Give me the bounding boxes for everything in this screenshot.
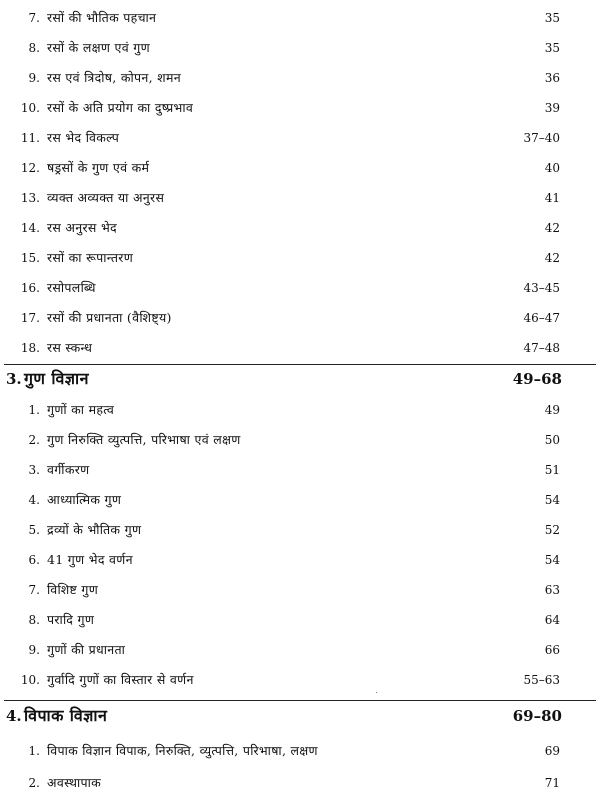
toc-entry [0,739,600,763]
toc-entry [0,518,600,542]
toc-entry [0,771,600,795]
entry-pages: 55–63 [523,673,560,687]
toc-entry [0,578,600,602]
toc-entry [0,216,600,240]
section-number: 4. [6,707,22,725]
entry-title: रसों के अति प्रयोग का दुष्प्रभाव [47,100,194,115]
entry-pages: 49 [544,403,560,417]
entry-pages: 37–40 [523,131,560,145]
entry-pages: 41 [544,191,560,205]
entry-title: आध्यात्मिक गुण [47,492,122,507]
entry-pages: 42 [544,221,560,235]
toc-entry [0,548,600,572]
entry-pages: 71 [544,776,560,790]
entry-pages: 54 [544,553,560,567]
entry-number: 15. [20,251,40,265]
entry-title: व्यक्त अव्यक्त या अनुरस [47,190,165,205]
entry-title: रसों के लक्षण एवं गुण [47,40,150,55]
toc-entry [0,608,600,632]
entry-title: रस स्कन्ध [47,340,93,355]
entry-pages: 52 [544,523,560,537]
entry-number: 1. [28,744,40,758]
entry-number: 9. [28,643,40,657]
entry-number: 12. [20,161,40,175]
toc-entry [0,36,600,60]
entry-pages: 50 [544,433,560,447]
entry-number: 9. [28,71,40,85]
entry-pages: 47–48 [523,341,560,355]
entry-pages: 40 [544,161,560,175]
entry-pages: 51 [544,463,560,477]
entry-title: विशिष्ट गुण [47,582,99,597]
entry-title: गुणों की प्रधानता [47,642,126,657]
toc-entry [0,488,600,512]
entry-title: गुर्वादि गुणों का विस्तार से वर्णन [47,672,194,687]
entry-number: 17. [20,311,40,325]
entry-number: 7. [28,583,40,597]
toc-entry [0,66,600,90]
entry-number: 18. [20,341,40,355]
section-title: विपाक विज्ञान [24,706,108,725]
entry-pages: 43–45 [523,281,560,295]
section-pages: 49–68 [512,370,562,388]
entry-title: द्रव्यों के भौतिक गुण [47,522,142,537]
section-heading [0,703,600,729]
section-rule [4,364,596,365]
entry-number: 5. [28,523,40,537]
entry-number: 13. [20,191,40,205]
entry-title: रस अनुरस भेद [47,220,117,235]
entry-number: 7. [28,11,40,25]
entry-number: 16. [20,281,40,295]
entry-number: 4. [28,493,40,507]
toc-entry [0,6,600,30]
toc-entry [0,186,600,210]
entry-title: परादि गुण [47,612,95,627]
entry-number: 8. [28,613,40,627]
entry-pages: 46–47 [523,311,560,325]
entry-pages: 66 [544,643,560,657]
toc-entry [0,156,600,180]
entry-pages: 35 [544,11,560,25]
toc-entry [0,306,600,330]
entry-title: विपाक विज्ञान विपाक, निरुक्ति, व्युत्पत्ति, परिभाषा, लक्षण [47,743,318,758]
entry-number: 10. [20,673,40,687]
entry-number: 2. [28,433,40,447]
entry-title: 41 गुण भेद वर्णन [47,552,133,567]
entry-pages: 54 [544,493,560,507]
entry-number: 6. [28,553,40,567]
entry-number: 11. [20,131,40,145]
print-speck [376,692,377,693]
entry-number: 14. [20,221,40,235]
toc-entry [0,336,600,360]
entry-number: 2. [28,776,40,790]
toc-entry [0,246,600,270]
entry-title: वर्गीकरण [47,462,90,477]
entry-pages: 64 [544,613,560,627]
toc-entry [0,398,600,422]
entry-title: गुणों का महत्व [47,402,115,417]
toc-entry [0,668,600,692]
entry-number: 8. [28,41,40,55]
toc-entry [0,638,600,662]
entry-pages: 42 [544,251,560,265]
entry-pages: 39 [544,101,560,115]
entry-pages: 35 [544,41,560,55]
toc-entry [0,276,600,300]
entry-title: अवस्थापाक [47,775,102,790]
entry-title: रस एवं त्रिदोष, कोपन, शमन [47,70,181,85]
entry-pages: 69 [544,744,560,758]
section-title: गुण विज्ञान [24,369,89,388]
toc-entry [0,96,600,120]
entry-title: रसों की भौतिक पहचान [47,10,157,25]
entry-number: 1. [28,403,40,417]
entry-title: रसों की प्रधानता (वैशिष्ट्य) [47,310,172,325]
entry-pages: 36 [544,71,560,85]
toc-entry [0,126,600,150]
toc-entry [0,458,600,482]
section-rule [4,700,596,701]
entry-number: 10. [20,101,40,115]
entry-number: 3. [28,463,40,477]
entry-title: रस भेद विकल्प [47,130,120,145]
entry-title: गुण निरुक्ति व्युत्पत्ति, परिभाषा एवं लक्षण [47,432,241,447]
section-pages: 69–80 [512,707,562,725]
entry-title: षड्रसों के गुण एवं कर्म [47,160,150,175]
entry-title: रसोपलब्धि [47,280,96,295]
entry-pages: 63 [544,583,560,597]
entry-title: रसों का रूपान्तरण [47,250,134,265]
section-heading [0,366,600,392]
toc-entry [0,428,600,452]
section-number: 3. [6,370,22,388]
